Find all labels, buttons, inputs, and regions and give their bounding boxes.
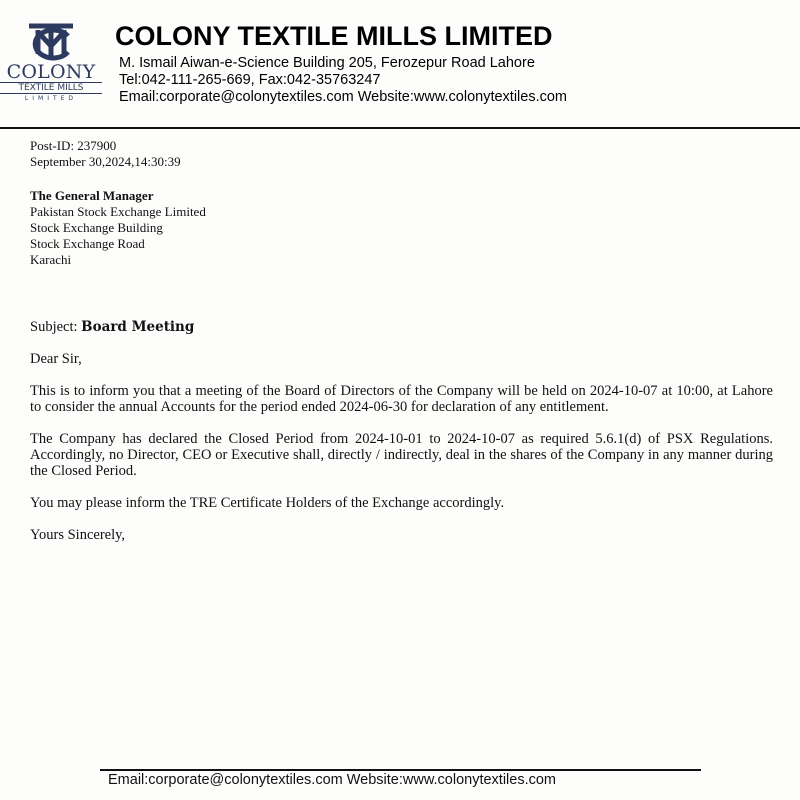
header-divider: [0, 127, 800, 129]
footer-email-website: Email:corporate@colonytextiles.com Website:www.colonytextiles.com: [108, 772, 557, 788]
letter-datetime: September 30,2024,14:30:39: [30, 154, 181, 169]
paragraph-inform: You may please inform the TRE Certificate Holders of the Exchange accordingly.: [30, 495, 505, 511]
paragraph-meeting: This is to inform you that a meeting of the Board of Directors of the Company will be held on 2024-10-07 at 10:00, at Lahore to consider the annual Accounts for the period ended 2024-06-30 for declaration of any entitlement.: [30, 383, 773, 415]
company-address: M. Ismail Aiwan-e-Science Building 205, Ferozepur Road Lahore: [119, 55, 535, 71]
recipient-line: Karachi: [30, 252, 72, 267]
logo-tagline: LIMITED: [24, 95, 78, 102]
subject-text: Board Meeting: [81, 319, 195, 335]
closing: Yours Sincerely,: [30, 527, 126, 543]
recipient-line: Stock Exchange Road: [30, 236, 145, 251]
subject-label: Subject:: [30, 319, 78, 335]
logo-wordmark: COLONY: [6, 61, 96, 83]
recipient-line: Pakistan Stock Exchange Limited: [30, 204, 206, 219]
logo-subtitle: TEXTILE MILLS: [0, 82, 102, 94]
company-logo: [0, 20, 102, 106]
company-email-website: Email:corporate@colonytextiles.com Website:www.colonytextiles.com: [119, 89, 568, 105]
paragraph-closed-period: The Company has declared the Closed Period from 2024-10-01 to 2024-10-07 as required 5.6.1(d) of PSX Regulations. Accordingly, no Director, CEO or Executive shall, directly / indirectly, deal in the shares of the Company in any manner during the Closed Period.: [30, 431, 773, 479]
company-phone-fax: Tel:042-111-265-669, Fax:042-35763247: [119, 72, 381, 88]
recipient-title: The General Manager: [30, 188, 154, 203]
recipient-line: Stock Exchange Building: [30, 220, 163, 235]
ctm-monogram-icon: [24, 20, 78, 62]
company-name: COLONY TEXTILE MILLS LIMITED: [115, 21, 553, 51]
footer-divider: [100, 769, 701, 771]
post-id: Post-ID: 237900: [30, 138, 117, 153]
subject-line: [30, 319, 194, 336]
salutation: Dear Sir,: [30, 351, 82, 367]
